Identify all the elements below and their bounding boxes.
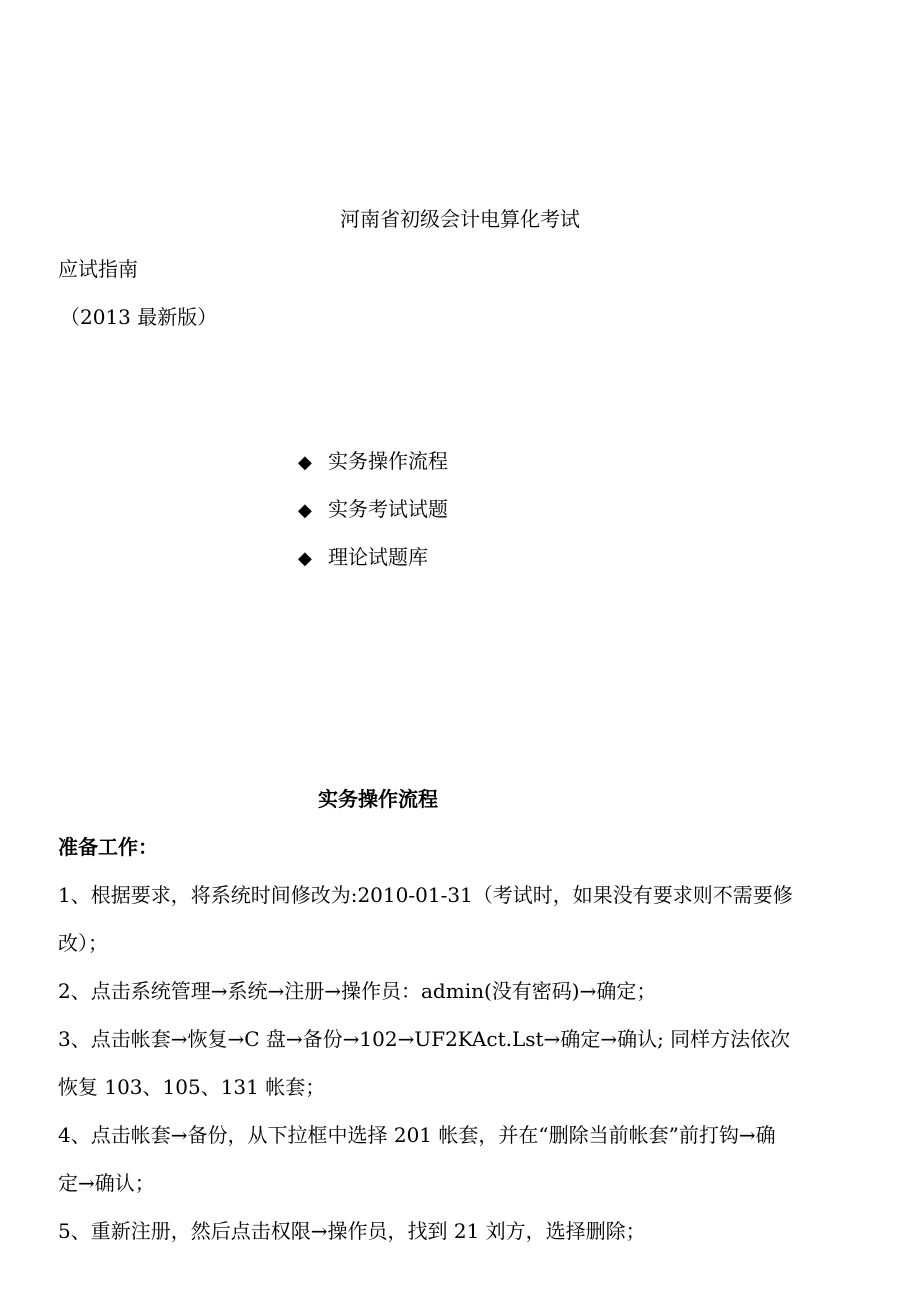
- toc-item-label: 实务考试试题: [328, 497, 448, 521]
- table-of-contents: [298, 447, 448, 591]
- document-subtitle: 应试指南: [58, 257, 138, 281]
- toc-item-label: 理论试题库: [328, 545, 428, 569]
- section-title: 实务操作流程: [318, 787, 438, 811]
- toc-item: [298, 447, 448, 495]
- toc-item: [298, 495, 448, 543]
- diamond-bullet-icon: ◆: [298, 500, 312, 521]
- step-3-line-1: 3、点击帐套→恢复→C 盘→备份→102→UF2KAct.Lst→确定→确认; 同样方法依次: [58, 1027, 791, 1051]
- step-5-line-1: 5、重新注册，然后点击权限→操作员，找到 21 刘方，选择删除；: [58, 1219, 646, 1243]
- step-4-line-1: 4、点击帐套→备份，从下拉框中选择 201 帐套，并在“删除当前帐套”前打钩→确: [58, 1123, 776, 1147]
- toc-item: [298, 543, 448, 591]
- step-1-line-1: 1、根据要求，将系统时间修改为:2010-01-31（考试时，如果没有要求则不需要修: [58, 883, 793, 907]
- diamond-bullet-icon: ◆: [298, 548, 312, 569]
- diamond-bullet-icon: ◆: [298, 452, 312, 473]
- prep-heading: 准备工作：: [58, 835, 158, 859]
- toc-item-label: 实务操作流程: [328, 449, 448, 473]
- step-3-line-2: 恢复 103、105、131 帐套；: [58, 1075, 326, 1099]
- step-1-line-2: 改）；: [58, 931, 108, 955]
- document-title: 河南省初级会计电算化考试: [340, 207, 580, 231]
- step-4-line-2: 定→确认；: [58, 1171, 155, 1195]
- edition-label: （2013 最新版）: [60, 305, 218, 329]
- step-2-line-1: 2、点击系统管理→系统→注册→操作员：admin(没有密码)→确定；: [58, 979, 657, 1003]
